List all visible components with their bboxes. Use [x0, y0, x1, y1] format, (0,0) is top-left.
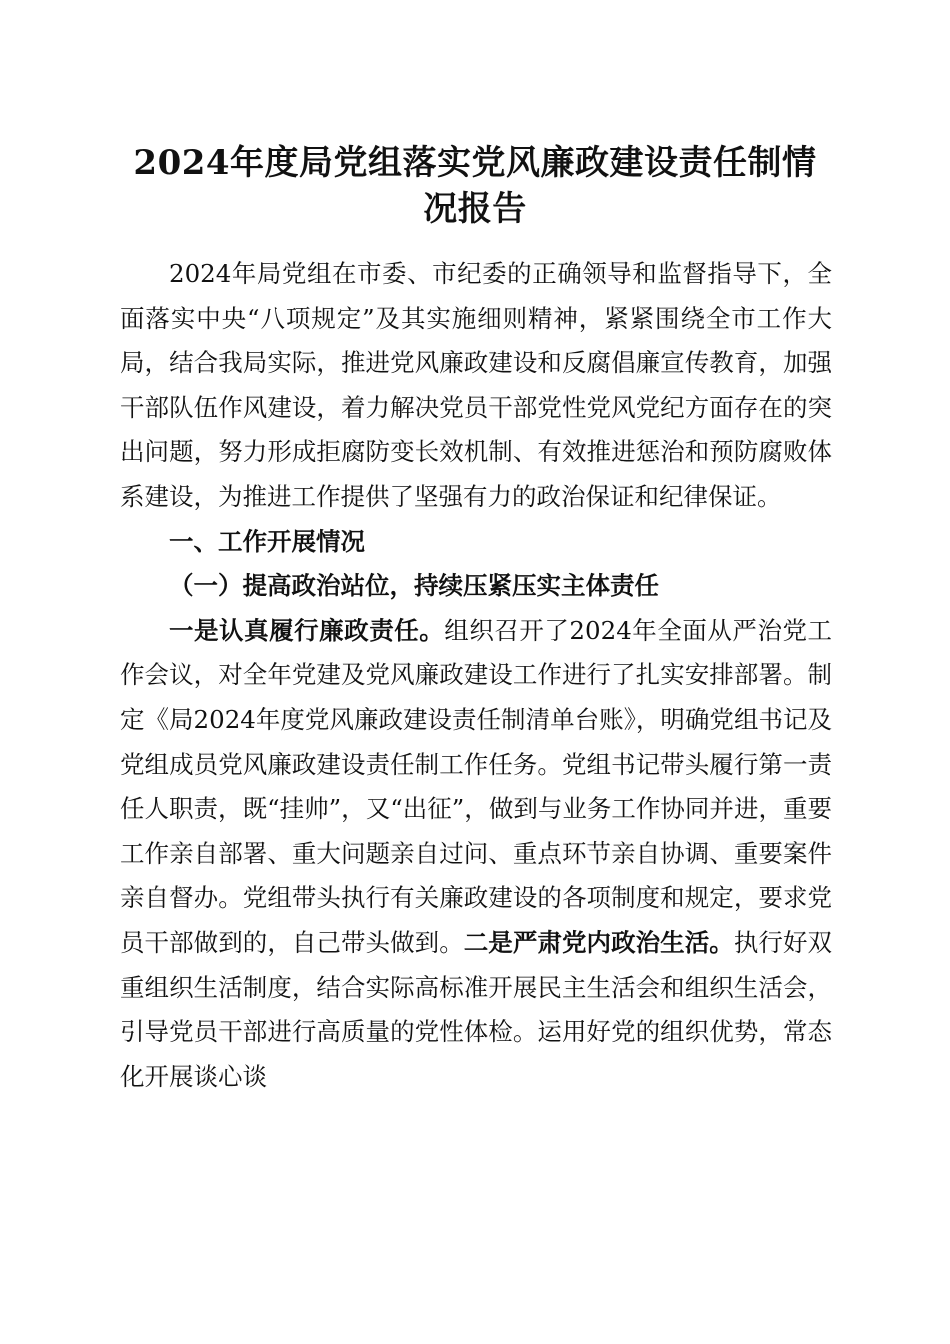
intro-paragraph: 2024年局党组在市委、市纪委的正确领导和监督指导下，全面落实中央“八项规定”及其实施细则精神，紧紧围绕全市工作大局，结合我局实际，推进党风廉政建设和反腐倡廉宣传教育，加强干部队伍作风建设，着力解决党员干部党性党风党纪方面存在的突出问题，努力形成拒腐防变长效机制、有效推进惩治和预防腐败体系建设，为推进工作提供了坚强有力的政治保证和纪律保证。 — [120, 259, 832, 511]
document-title: 2024年度局党组落实党风廉政建设责任制情况报告 — [133, 143, 817, 229]
section-heading-1: 一、工作开展情况 — [169, 526, 365, 556]
paragraph-lead-2: 二是严肃党内政治生活。 — [463, 927, 734, 957]
document-body — [120, 252, 832, 1099]
subsection-heading-1: （一）提高政治站位，持续压紧压实主体责任 — [169, 571, 659, 601]
paragraph-lead-1: 一是认真履行廉政责任。 — [169, 615, 445, 645]
paragraph-text-1: 组织召开了2024年全面从严治党工作会议，对全年党建及党风廉政建设工作进行了扎实安排部署。制定《局2024年度党风廉政建设责任制清单台账》，明确党组书记及党组成员党风廉政建设责任制工作任务。党组书记带头履行第一责任人职责，既“挂帅”，又“出征”，做到与业务工作协同并进，重要工作亲自部署、重大问题亲自过问、重点环节亲自协调、重要案件亲自督办。党组带头执行有关廉政建设的各项制度和规定，要求党员干部做到的，自己带头做到。 — [120, 615, 832, 957]
paragraph-text-2: 执行好双重组织生活制度，结合实际高标准开展民主生活会和组织生活会，引导党员干部进行高质量的党性体检。运用好党的组织优势，常态化开展谈心谈 — [120, 927, 833, 1091]
body-paragraph — [120, 609, 832, 1100]
